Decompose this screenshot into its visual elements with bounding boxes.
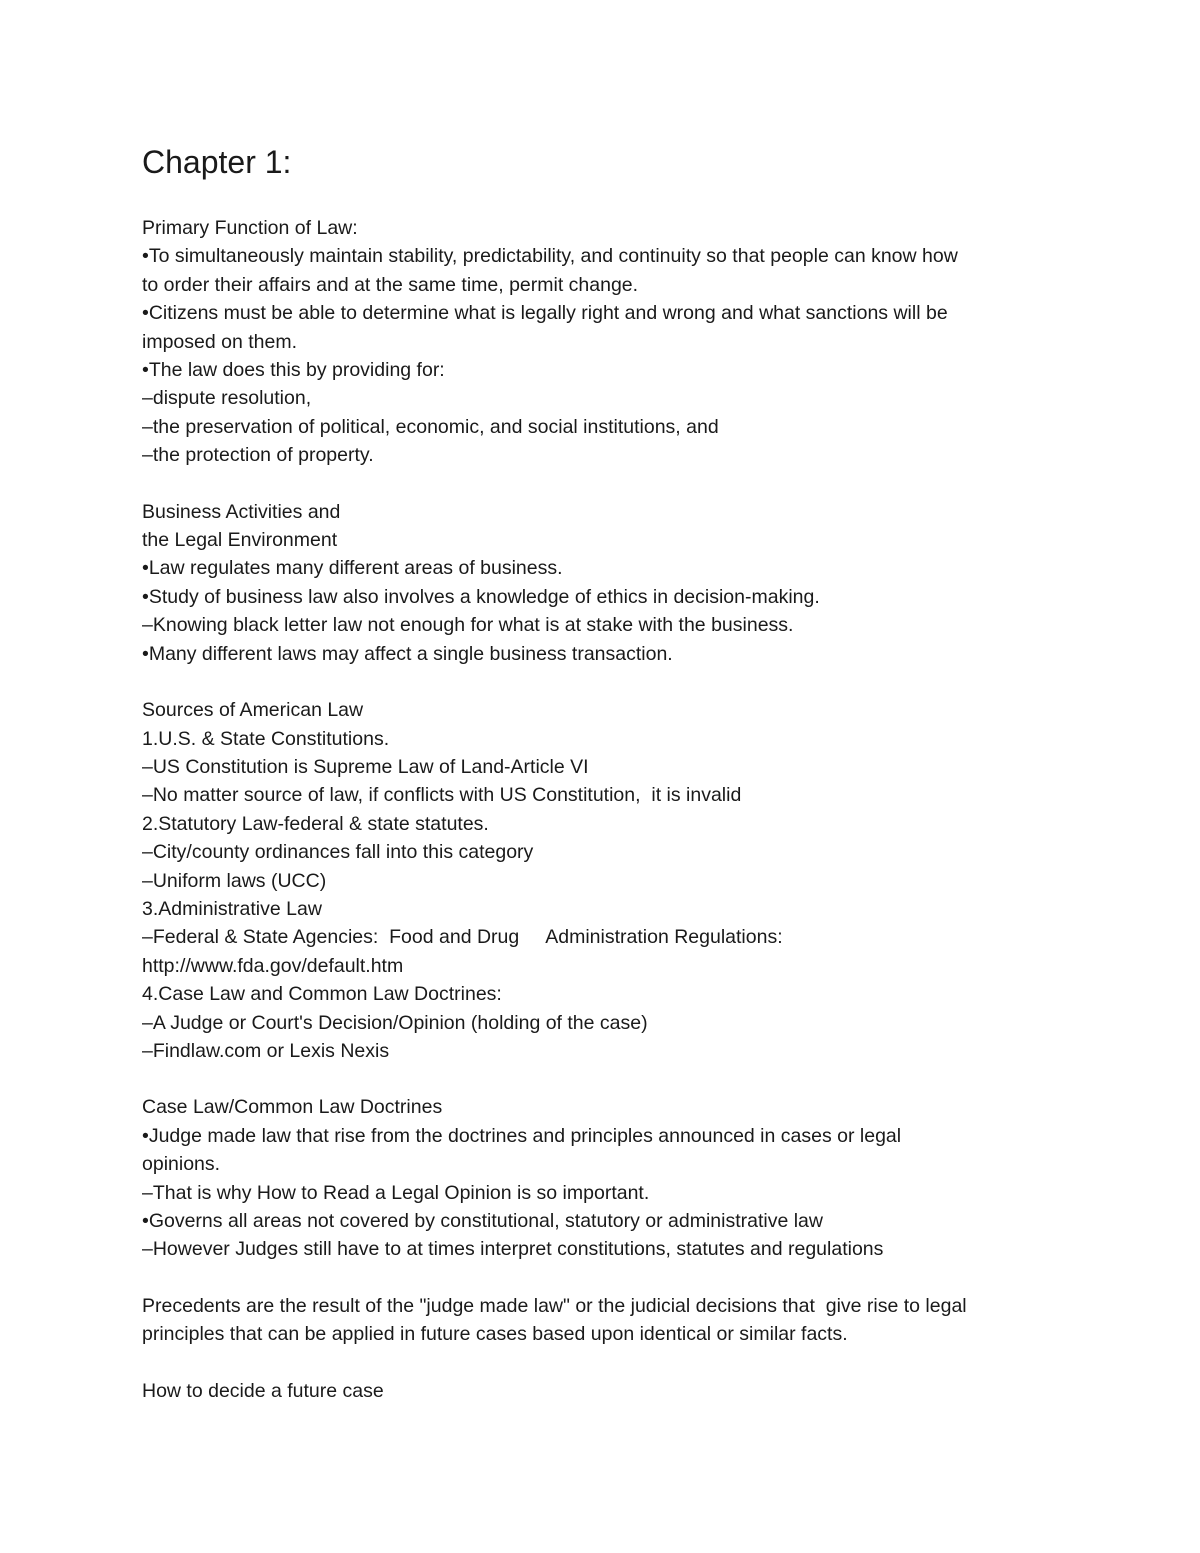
- bullet-line: imposed on them.: [142, 330, 298, 353]
- sub-bullet-line: –No matter source of law, if conflicts with US Constitution, it is invalid: [142, 784, 742, 807]
- sub-bullet-line: –Uniform laws (UCC): [142, 869, 327, 892]
- section-business-activities: [142, 498, 1082, 668]
- sub-bullet-line: –dispute resolution,: [142, 387, 312, 410]
- bullet-line: •Study of business law also involves a knowledge of ethics in decision-making.: [142, 585, 820, 608]
- numbered-line: 3.Administrative Law: [142, 897, 322, 920]
- section-heading: Case Law/Common Law Doctrines: [142, 1096, 443, 1119]
- bullet-line: opinions.: [142, 1153, 221, 1176]
- section-heading: Sources of American Law: [142, 699, 364, 722]
- section-precedents: [142, 1292, 1082, 1349]
- section-sources-of-law: [142, 696, 1082, 1065]
- numbered-line: 1.U.S. & State Constitutions.: [142, 727, 390, 750]
- bullet-line: •Law regulates many different areas of business.: [142, 557, 563, 580]
- sub-bullet-line: –the preservation of political, economic, and social institutions, and: [142, 415, 719, 438]
- section-heading: Business Activities and: [142, 500, 341, 523]
- section-heading: the Legal Environment: [142, 529, 338, 552]
- sub-bullet-line: –Federal & State Agencies: Food and Drug Administration Regulations:: [142, 926, 783, 949]
- sub-bullet-line: –A Judge or Court's Decision/Opinion (holding of the case): [142, 1011, 648, 1034]
- sub-bullet-line: –US Constitution is Supreme Law of Land-Article VI: [142, 755, 589, 778]
- numbered-line: 2.Statutory Law-federal & state statutes.: [142, 812, 489, 835]
- url-line: http://www.fda.gov/default.htm: [142, 954, 404, 977]
- bullet-line: •The law does this by providing for:: [142, 359, 445, 382]
- bullet-line: •Many different laws may affect a single business transaction.: [142, 642, 673, 665]
- sub-bullet-line: –Findlaw.com or Lexis Nexis: [142, 1039, 390, 1062]
- paragraph-line: Precedents are the result of the "judge made law" or the judicial decisions that give rise to legal: [142, 1294, 967, 1317]
- bullet-line: •Citizens must be able to determine what is legally right and wrong and what sanctions will be: [142, 302, 948, 325]
- bullet-line: •Governs all areas not covered by constitutional, statutory or administrative law: [142, 1210, 823, 1232]
- section-heading: Primary Function of Law:: [142, 217, 358, 239]
- sub-bullet-line: –Knowing black letter law not enough for what is at stake with the business.: [142, 614, 794, 637]
- sub-bullet-line: –City/county ordinances fall into this category: [142, 841, 534, 864]
- section-future-case: [142, 1377, 1082, 1405]
- paragraph-line: principles that can be applied in future cases based upon identical or similar facts.: [142, 1323, 848, 1346]
- document-page: [142, 138, 1082, 1433]
- bullet-line: to order their affairs and at the same time, permit change.: [142, 273, 639, 296]
- numbered-line: 4.Case Law and Common Law Doctrines:: [142, 983, 502, 1006]
- bullet-line: •To simultaneously maintain stability, predictability, and continuity so that people can know how: [142, 245, 958, 268]
- section-heading: How to decide a future case: [142, 1379, 384, 1402]
- section-primary-function: [142, 214, 1082, 470]
- page-title: Chapter 1:: [142, 144, 292, 180]
- sub-bullet-line: –That is why How to Read a Legal Opinion is so important.: [142, 1181, 650, 1204]
- sub-bullet-line: –the protection of property.: [142, 444, 374, 467]
- section-case-law: [142, 1093, 1082, 1263]
- sub-bullet-line: –However Judges still have to at times interpret constitutions, statutes and regulations: [142, 1238, 884, 1261]
- bullet-line: •Judge made law that rise from the doctrines and principles announced in cases or legal: [142, 1124, 902, 1147]
